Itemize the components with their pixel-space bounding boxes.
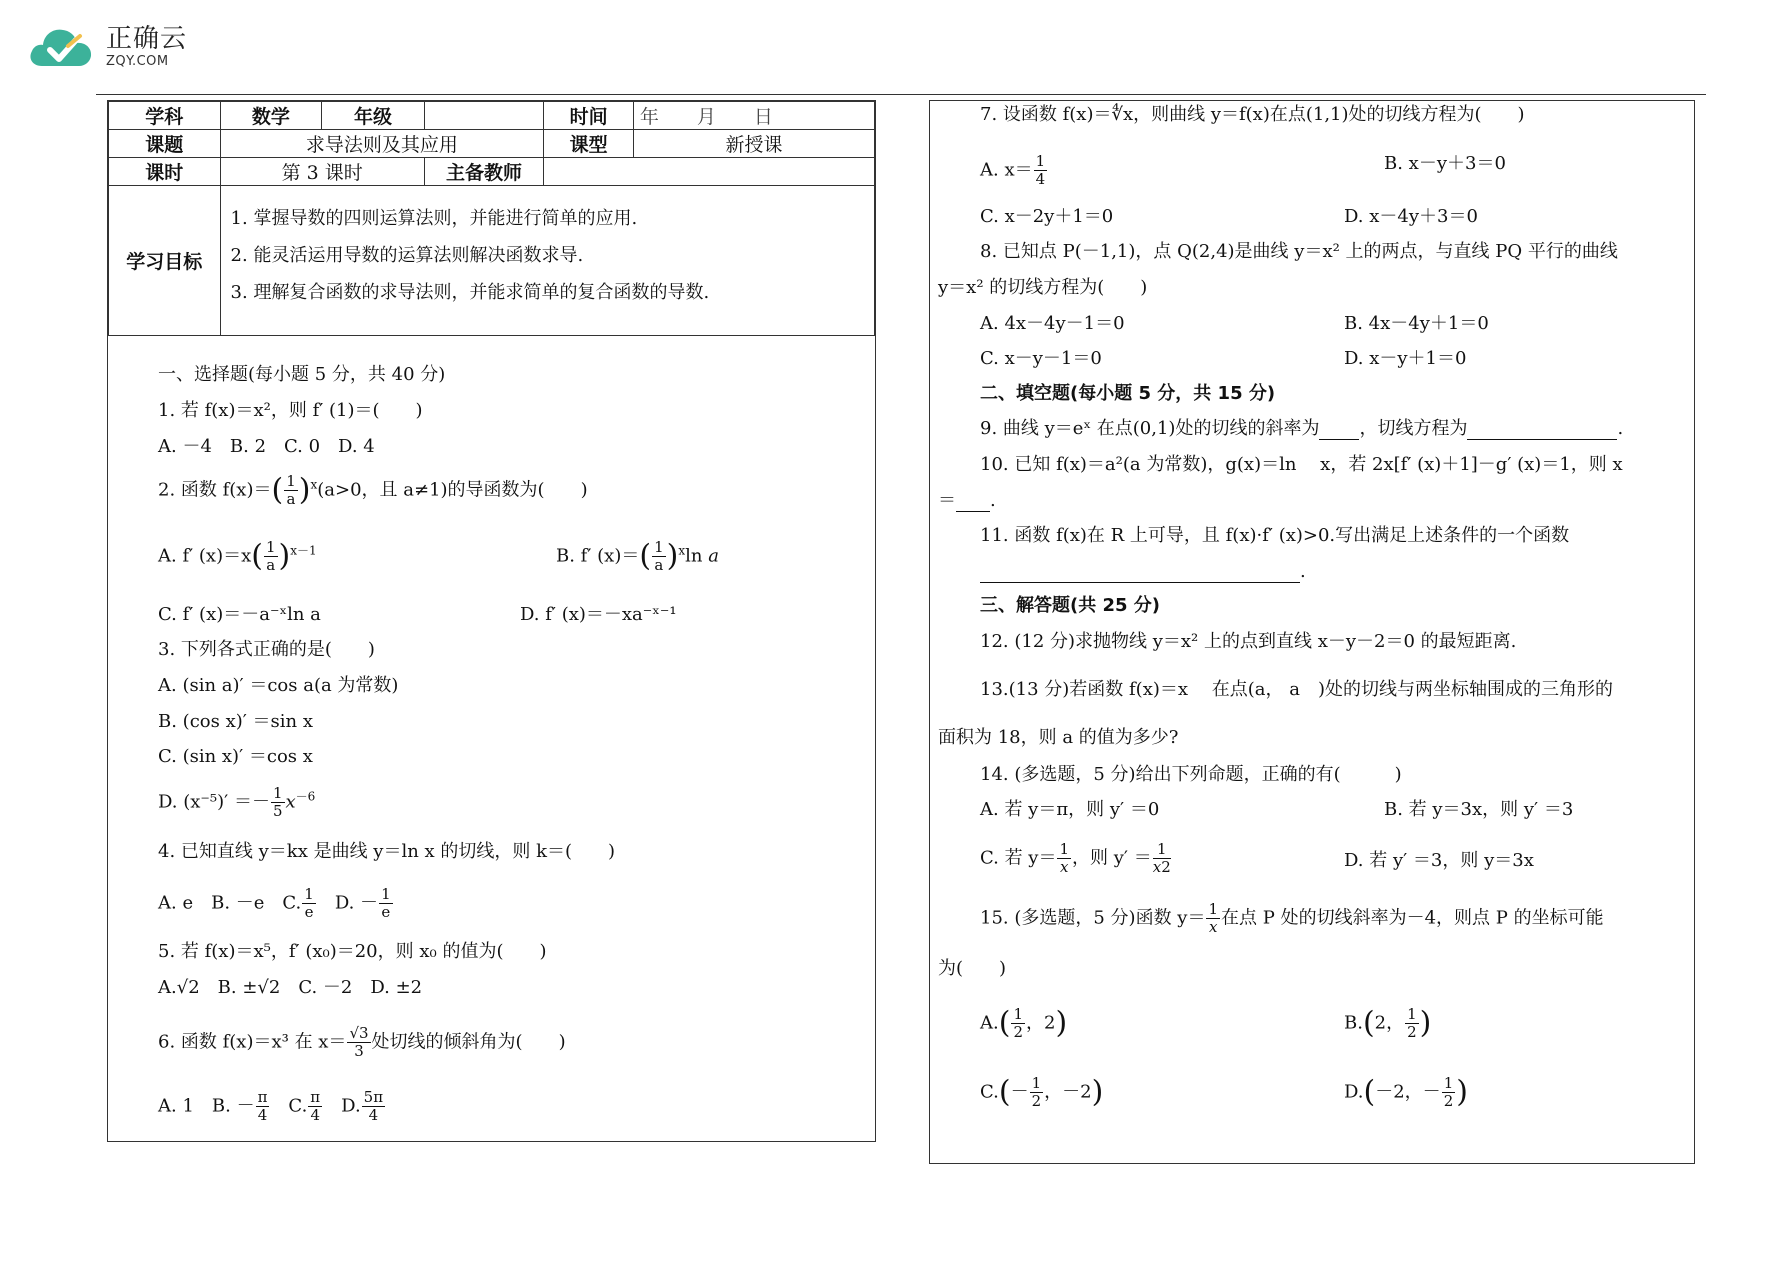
- section-answer-title: 三、解答题(共 25 分): [980, 595, 1161, 616]
- question-8-line-2: y＝x² 的切线方程为( ): [938, 277, 1148, 298]
- question-4-options-d: D. －: [334, 892, 379, 914]
- answer-blank[interactable]: [980, 564, 1300, 583]
- logo-cn-text: 正确云: [106, 24, 188, 54]
- question-2-stem-b: (a>0，且 a≠1)的导函数为( ): [317, 479, 588, 501]
- question-9-text-a: 9. 曲线 y＝eˣ 在点(0,1)处的切线的斜率为: [980, 418, 1320, 439]
- question-15-line-2: 为( ): [938, 958, 1007, 979]
- question-15-text-b: 在点 P 处的切线斜率为－4，则点 P 的坐标可能: [1221, 907, 1604, 929]
- question-7: 7. 设函数 f(x)＝∜x，则曲线 y＝f(x)在点(1,1)处的切线方程为( ): [980, 104, 1525, 125]
- topic-label: 课题: [109, 130, 221, 158]
- question-6-options-text: A. 1 B. －: [158, 1095, 255, 1117]
- goals-cell: [220, 186, 874, 336]
- question-7-option-b: B. x－y＋3＝0: [1384, 153, 1506, 174]
- question-3-option-c: C. (sin x)′ ＝cos x: [158, 746, 313, 767]
- question-15-option-a: A.( $\frac{1}{2}$ ，2): [980, 1005, 1068, 1041]
- teacher-label: 主备教师: [424, 158, 544, 186]
- question-10-equals: ＝: [938, 490, 956, 511]
- teacher-value: [544, 158, 875, 186]
- time-value: 年 月 日: [633, 102, 874, 130]
- period-label: 课时: [109, 158, 221, 186]
- goal-item: 2. 能灵活运用导数的运算法则解决函数求导.: [230, 245, 584, 266]
- question-15-text-a: 15. (多选题，5 分)函数 y＝: [980, 907, 1206, 929]
- goals-label: 学习目标: [109, 186, 221, 336]
- question-2: 2. 函数 f(x)＝( $\frac{1}{a}$ )$^x$(a>0，且 a≠1)的导函数为( ): [158, 472, 588, 508]
- question-6-options: A. 1 B. － $\frac{\pi}{4}$ C. $\frac{\pi}{4}$ D. $\frac{5\pi}{4}$: [158, 1088, 384, 1124]
- question-14-option-d: D. 若 y′ ＝3，则 y＝3x: [1344, 850, 1534, 871]
- question-2-option-d: D. f′ (x)＝－xa⁻ˣ⁻¹: [520, 604, 677, 625]
- question-1: 1. 若 f(x)＝x²，则 f′ (1)＝( ): [158, 400, 423, 421]
- question-14-option-c: C. 若 y＝ $\frac{1}{x}$ ，则 y′ ＝ $\frac{1}{x2}$: [980, 840, 1171, 876]
- question-7-option-c: C. x－2y＋1＝0: [980, 206, 1114, 227]
- question-2-option-c: C. f′ (x)＝－a⁻ˣln a: [158, 604, 321, 625]
- question-14-option-a: A. 若 y＝π，则 y′ ＝0: [980, 799, 1160, 820]
- question-6: 6. 函数 f(x)＝x³ 在 x＝ $\frac{√3}{3}$ 处切线的倾斜角为( ): [158, 1024, 566, 1060]
- subject-value: 数学: [220, 102, 322, 130]
- question-11: 11. 函数 f(x)在 R 上可导，且 f(x)·f′ (x)>0.写出满足上述条件的一个函数: [980, 525, 1570, 546]
- question-8-line-1: 8. 已知点 P(－1,1)，点 Q(2,4)是曲线 y＝x² 上的两点，与直线 PQ 平行的曲线: [980, 241, 1618, 262]
- question-3-option-a: A. (sin a)′ ＝cos a(a 为常数): [158, 675, 399, 696]
- question-13-line-2: 面积为 18，则 a 的值为多少?: [938, 727, 1179, 748]
- cloud-check-icon: [28, 22, 98, 72]
- subject-label: 学科: [109, 102, 221, 130]
- lesson-info-table: [108, 101, 875, 336]
- question-3: 3. 下列各式正确的是( ): [158, 639, 375, 660]
- question-2-stem-a: 2. 函数 f(x)＝: [158, 479, 272, 501]
- question-10: 10. 已知 f(x)＝a²(a 为常数)，g(x)＝ln x，若 2x[f′ (x)＋1]－g′ (x)＝1，则 x: [980, 454, 1623, 475]
- question-14-option-b: B. 若 y＝3x，则 y′ ＝3: [1384, 799, 1574, 820]
- question-15: 15. (多选题，5 分)函数 y＝ $\frac{1}{x}$ 在点 P 处的切线斜率为－4，则点 P 的坐标可能: [980, 900, 1604, 936]
- question-15-option-c: C.(－ $\frac{1}{2}$ ，－2): [980, 1074, 1104, 1110]
- question-6-stem-a: 6. 函数 f(x)＝x³ 在 x＝: [158, 1031, 347, 1053]
- question-4: 4. 已知直线 y＝kx 是曲线 y＝ln x 的切线，则 k＝( ): [158, 841, 616, 862]
- type-label: 课型: [544, 130, 634, 158]
- section-choice-title: 一、选择题(每小题 5 分，共 40 分): [158, 364, 446, 385]
- logo-en-text: ZQY.COM: [106, 54, 169, 69]
- question-7-option-d: D. x－4y＋3＝0: [1344, 206, 1478, 227]
- time-label: 时间: [544, 102, 634, 130]
- topic-value: 求导法则及其应用: [220, 130, 544, 158]
- question-3-option-d-text: D. (x⁻⁵)′ ＝－: [158, 791, 270, 813]
- logo: [28, 22, 187, 72]
- question-15-option-b: B.(2， $\frac{1}{2}$ ): [1344, 1005, 1432, 1041]
- answer-blank[interactable]: [1319, 421, 1359, 440]
- question-14-option-c-text-b: ，则 y′ ＝: [1072, 847, 1152, 869]
- question-15-option-d: D.(－2，－ $\frac{1}{2}$ ): [1344, 1074, 1468, 1110]
- question-8-option-b: B. 4x－4y＋1＝0: [1344, 313, 1489, 334]
- question-2-option-a-text: A. f′ (x)＝x: [158, 545, 252, 567]
- question-12: 12. (12 分)求抛物线 y＝x² 上的点到直线 x－y－2＝0 的最短距离.: [980, 631, 1517, 652]
- question-4-options-a: A. e B. －e C.: [158, 892, 302, 914]
- section-fill-title: 二、填空题(每小题 5 分，共 15 分): [980, 383, 1276, 404]
- answer-blank[interactable]: [956, 493, 990, 512]
- question-13-line-1: 13.(13 分)若函数 f(x)＝x 在点(a， a )处的切线与两坐标轴围成的三角形的: [980, 679, 1613, 700]
- header-rule: [96, 94, 1706, 95]
- question-7-option-a-text: A. x＝: [980, 159, 1033, 181]
- right-column: [929, 100, 1695, 1164]
- left-column: [107, 100, 876, 1142]
- question-5-options: A.√2 B. ±√2 C. －2 D. ±2: [158, 977, 423, 998]
- question-2-option-b-text: B. f′ (x)＝: [556, 545, 640, 567]
- question-7-option-a: A. x＝ $\frac{1}{4}$: [980, 152, 1046, 188]
- question-1-options: A. －4 B. 2 C. 0 D. 4: [158, 436, 375, 457]
- question-6-stem-b: 处切线的倾斜角为( ): [371, 1031, 566, 1053]
- question-8-option-c: C. x－y－1＝0: [980, 348, 1102, 369]
- question-3-option-d: D. (x⁻⁵)′ ＝－ $\frac{1}{5}$ $x^{-6}$: [158, 784, 316, 820]
- answer-blank[interactable]: [1467, 421, 1617, 440]
- type-value: 新授课: [633, 130, 874, 158]
- question-8-option-a: A. 4x－4y－1＝0: [980, 313, 1125, 334]
- question-14: 14. (多选题，5 分)给出下列命题，正确的有( ): [980, 764, 1402, 785]
- question-5: 5. 若 f(x)＝x⁵，f′ (x₀)＝20，则 x₀ 的值为( ): [158, 941, 547, 962]
- question-3-option-b: B. (cos x)′ ＝sin x: [158, 711, 314, 732]
- question-2-option-a: A. f′ (x)＝x( $\frac{1}{a}$ )$^{x-1}$: [158, 538, 317, 574]
- question-11-answer-line: .: [980, 561, 1306, 583]
- grade-value: [424, 102, 544, 130]
- question-10-line-2: ＝ .: [938, 490, 996, 511]
- goal-item: 1. 掌握导数的四则运算法则，并能进行简单的应用.: [230, 208, 638, 229]
- goal-item: 3. 理解复合函数的求导法则，并能求简单的复合函数的导数.: [230, 282, 710, 303]
- question-14-option-c-text-a: C. 若 y＝: [980, 847, 1057, 869]
- grade-label: 年级: [322, 102, 425, 130]
- question-2-option-b: B. f′ (x)＝( $\frac{1}{a}$ )$^x$ln a: [556, 538, 719, 574]
- question-9-text-b: ，切线方程为: [1359, 418, 1468, 439]
- question-8-option-d: D. x－y＋1＝0: [1344, 348, 1467, 369]
- period-value: 第 3 课时: [220, 158, 424, 186]
- question-4-options: A. e B. －e C. $\frac{1}{e}$ D. － $\frac{1}{e}$: [158, 885, 391, 921]
- question-9: 9. 曲线 y＝eˣ 在点(0,1)处的切线的斜率为 ，切线方程为 .: [980, 418, 1624, 439]
